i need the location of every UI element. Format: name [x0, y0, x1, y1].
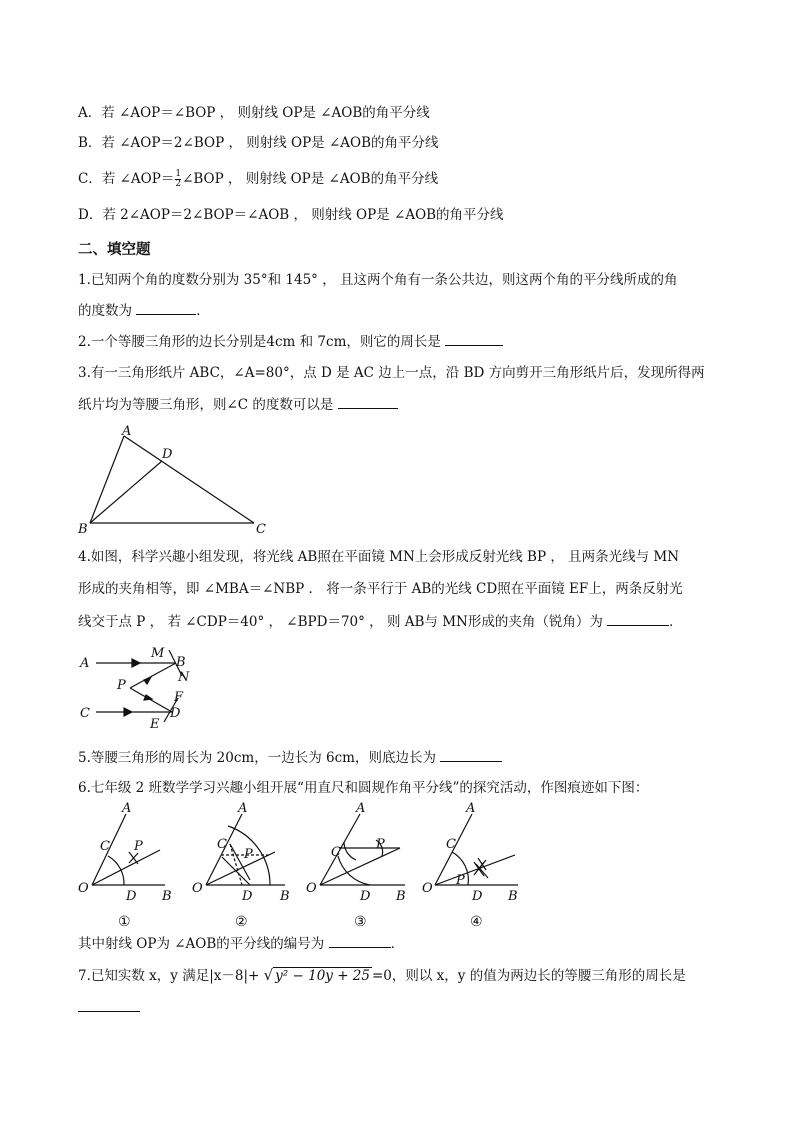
q4-line2: 形成的夹角相等，即 ∠MBA＝∠NBP ． 将一条平行于 AB的光线 CD照在平面镜 EF上，两条反射光 — [78, 581, 683, 597]
q6-line1: 6.七年级 2 班数学学习兴趣小组开展“用直尺和圆规作角平分线”的探究活动，作图痕迹如下图： — [78, 780, 649, 796]
label-m: M — [151, 646, 165, 661]
svg-text:O: O — [192, 881, 203, 896]
svg-text:D: D — [242, 889, 253, 904]
option-d: D．若 2∠AOP＝2∠BOP＝∠AOB ， 则射线 OP是 ∠AOB的角平分线 — [78, 207, 504, 223]
q4-period: ． — [669, 614, 683, 630]
label-d: D — [170, 706, 181, 721]
q3-text: 纸片均为等腰三角形，则∠C 的度数可以是 — [78, 397, 338, 413]
construction-4 — [422, 801, 518, 930]
q1-line1: 1.已知两个角的度数分别为 35°和 145° ， 且这两个角有一条公共边，则这两个角的平分线所成的角 — [78, 272, 678, 288]
label-n: N — [178, 670, 190, 685]
side-ab — [90, 436, 124, 523]
arrow-cd-icon — [124, 708, 132, 716]
svg-text:C: C — [100, 839, 110, 854]
label-a: A — [122, 424, 132, 439]
q4-line3-text: 线交于点 P ， 若 ∠CDP＝40° ， ∠BPD＝70° ， 则 AB与 MN形成的夹角（锐角）为 — [78, 614, 608, 630]
svg-text:P: P — [134, 839, 143, 854]
svg-text:B: B — [508, 889, 518, 904]
q7-text-before: 7.已知实数 x，y 满足|x－8|+ — [78, 968, 264, 984]
label-e: E — [150, 717, 160, 730]
answer-blank-q2[interactable] — [445, 332, 503, 346]
caption-2: ② — [235, 914, 248, 930]
q6-line2-text: 其中射线 OP为 ∠AOB的平分线的编号为 — [78, 936, 329, 952]
svg-text:C: C — [217, 837, 227, 852]
svg-text:O: O — [422, 881, 433, 896]
caption-1: ① — [118, 914, 131, 930]
q5-line — [78, 748, 502, 767]
answer-blank-q4[interactable] — [607, 612, 669, 626]
answer-blank-q3[interactable] — [338, 395, 398, 409]
label-p: P — [117, 678, 126, 693]
q7-text-after: =0，则以 x，y 的值为两边长的等腰三角形的周长是 — [371, 968, 686, 984]
caption-3: ③ — [354, 914, 367, 930]
svg-text:D: D — [360, 889, 371, 904]
option-c-after: ∠BOP ， 则射线 OP是 ∠AOB的角平分线 — [182, 171, 439, 187]
svg-text:B: B — [162, 889, 172, 904]
svg-text:C: C — [446, 837, 456, 852]
q4-line3 — [78, 612, 683, 631]
construction-2 — [192, 801, 290, 930]
arrow-pd-icon — [144, 695, 152, 700]
svg-text:O: O — [78, 881, 89, 896]
option-a: A．若 ∠AOP＝∠BOP ， 则射线 OP是 ∠AOB的角平分线 — [78, 105, 430, 121]
label-d: D — [162, 447, 173, 462]
svg-text:P: P — [376, 837, 385, 852]
label-f: F — [174, 690, 184, 705]
svg-text:B: B — [396, 889, 406, 904]
option-c-before: C．若 ∠AOP＝ — [78, 171, 175, 187]
construction-3 — [306, 801, 406, 930]
label-b: B — [176, 655, 186, 670]
q7-line2 — [78, 998, 140, 1017]
q1-line2-text: 的度数为 — [78, 303, 137, 319]
triangle-figure — [72, 420, 282, 540]
svg-text:B: B — [280, 889, 290, 904]
sqrt-sign-icon: √ — [263, 966, 274, 984]
option-b: B．若 ∠AOP＝2∠BOP ， 则射线 OP是 ∠AOB的角平分线 — [78, 135, 439, 151]
q2-line — [78, 332, 503, 351]
q6-line2 — [78, 934, 404, 953]
svg-text:O: O — [306, 881, 317, 896]
caption-4: ④ — [470, 914, 483, 930]
svg-text:A: A — [466, 801, 476, 816]
svg-text:A: A — [356, 801, 366, 816]
bisector-figures — [70, 800, 530, 930]
q6-period: ． — [390, 936, 405, 952]
svg-text:D: D — [472, 889, 483, 904]
answer-blank-q6[interactable] — [329, 934, 391, 948]
arrow-bp-icon — [144, 677, 151, 684]
q1-line2 — [78, 301, 210, 320]
q1-period: ． — [196, 303, 210, 319]
svg-text:C: C — [331, 845, 341, 860]
fraction-denominator: 2 — [175, 179, 182, 189]
fraction-numerator: 1 — [175, 169, 182, 179]
ray-bp — [130, 663, 176, 688]
answer-blank-q7[interactable] — [78, 998, 140, 1012]
label-b: B — [78, 522, 88, 537]
svg-text:A: A — [122, 801, 132, 816]
fraction — [175, 170, 181, 189]
svg-text:A: A — [238, 801, 248, 816]
svg-text:D: D — [126, 889, 137, 904]
q4-line1: 4.如图，科学兴趣小组发现，将光线 AB照在平面镜 MN上会形成反射光线 BP ， 且两条光线与 MN — [78, 549, 680, 565]
q7-line1 — [78, 966, 686, 985]
q3-line1: 3.有一三角形纸片 ABC，∠A=80°，点 D 是 AC 边上一点，沿 BD 方向剪开三角形纸片后，发现所得两 — [78, 365, 705, 381]
segment-bd — [90, 461, 162, 523]
mirror-figure — [72, 640, 212, 730]
arrow-ab-icon — [132, 659, 140, 667]
side-ac — [124, 436, 254, 523]
section-title: 二、填空题 — [78, 242, 151, 258]
q5-text: 5.等腰三角形的周长为 20cm，一边长为 6cm，则底边长为 — [78, 750, 441, 766]
option-c — [78, 170, 438, 189]
construction-1 — [78, 801, 172, 930]
answer-blank-q5[interactable] — [440, 748, 502, 762]
svg-text:P: P — [456, 873, 465, 888]
q7-radicand: y² − 10y + 25 — [275, 968, 370, 984]
label-a: A — [80, 656, 90, 671]
label-c: C — [256, 522, 266, 537]
q2-text: 2.一个等腰三角形的边长分别是4cm 和 7cm，则它的周长是 — [78, 334, 446, 350]
q3-line2 — [78, 395, 398, 414]
ray-pd — [130, 688, 172, 712]
answer-blank-q1[interactable] — [136, 301, 196, 315]
svg-text:P: P — [244, 847, 253, 862]
label-c: C — [80, 706, 90, 721]
